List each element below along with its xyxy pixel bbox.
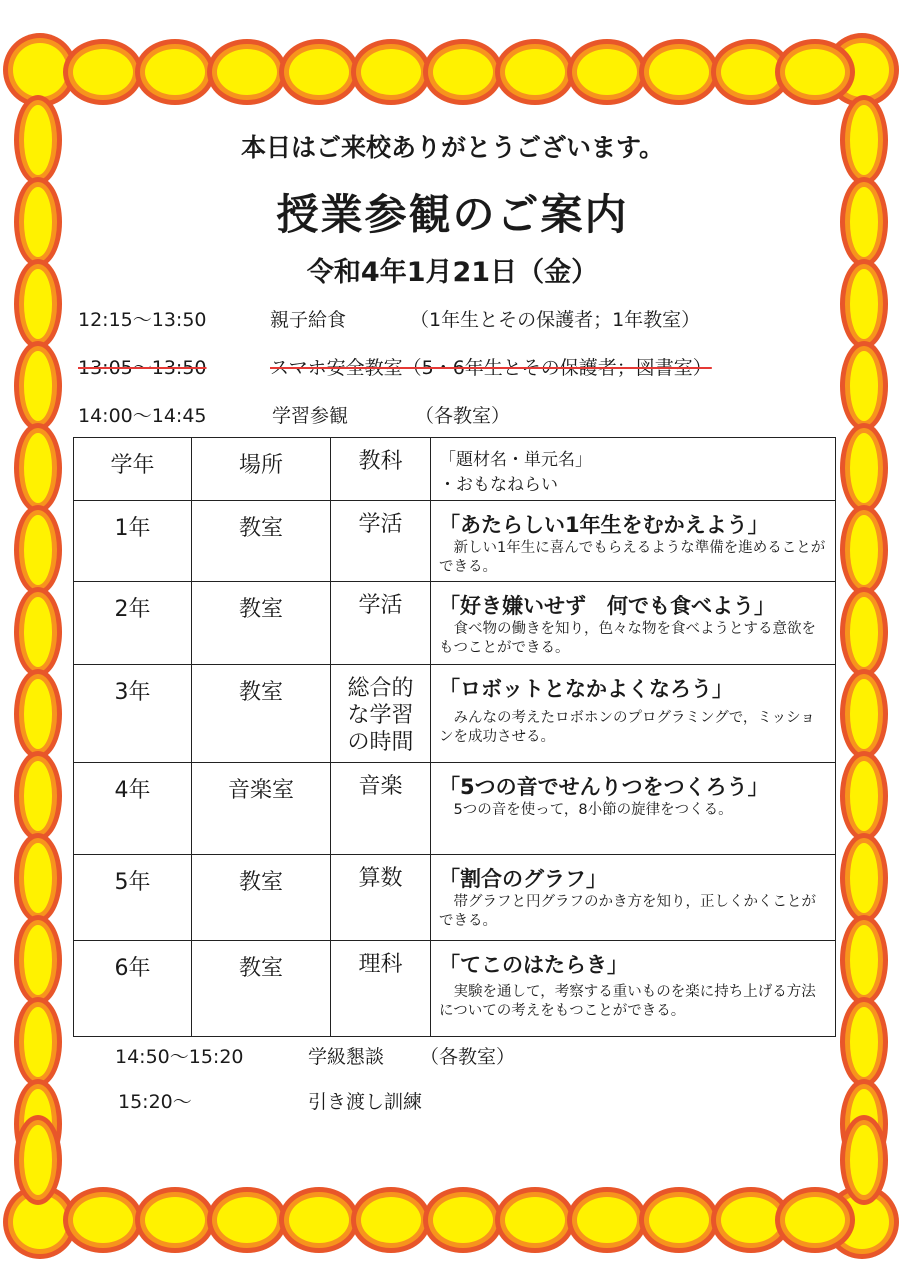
border-oval xyxy=(351,39,431,105)
topic-title: 「てこのはたらき」 xyxy=(439,953,628,977)
schedule-time-cancelled: 13:05〜13:50 xyxy=(78,357,207,379)
schedule-detail: （各教室） xyxy=(420,1046,516,1068)
content-cell xyxy=(431,855,836,941)
border-oval xyxy=(351,1187,431,1253)
border-oval xyxy=(840,341,888,431)
aim-text: 新しい1年生に喜んでもらえるような準備を進めることができる。 xyxy=(439,540,826,575)
border-oval xyxy=(775,39,855,105)
grade-cell: 6年 xyxy=(74,941,192,1037)
schedule-event: 引き渡し訓練 xyxy=(308,1091,423,1113)
grade-cell: 5年 xyxy=(74,855,192,941)
border-oval xyxy=(14,423,62,513)
aim-text: 5つの音を使って，8小節の旋律をつくる。 xyxy=(453,802,733,818)
border-oval xyxy=(840,1115,888,1205)
schedule-time: 12:15〜13:50 xyxy=(78,309,207,331)
border-oval xyxy=(14,587,62,677)
page-title: 授業参観のご案内 xyxy=(276,190,629,239)
header-content-line1: 「題材名・単元名」 xyxy=(439,450,592,470)
header-place: 場所 xyxy=(192,438,331,501)
header-content-line2: ・おもなねらい xyxy=(439,475,558,495)
border-oval xyxy=(279,1187,359,1253)
place-cell: 教室 xyxy=(192,501,331,582)
border-oval xyxy=(423,39,503,105)
border-oval xyxy=(14,505,62,595)
event-date: 令和4年1月21日（金） xyxy=(306,257,599,288)
place-cell: 教室 xyxy=(192,941,331,1037)
grade-cell: 4年 xyxy=(74,763,192,855)
border-oval xyxy=(840,915,888,1005)
place-cell: 教室 xyxy=(192,665,331,763)
border-oval xyxy=(775,1187,855,1253)
border-oval xyxy=(423,1187,503,1253)
border-oval xyxy=(495,1187,575,1253)
grade-cell: 2年 xyxy=(74,582,192,665)
border-oval xyxy=(840,669,888,759)
subject-cell: 算数 xyxy=(331,855,431,941)
table-row xyxy=(74,763,836,855)
border-oval xyxy=(14,669,62,759)
border-oval xyxy=(495,39,575,105)
greeting-text: 本日はご来校ありがとうございます。 xyxy=(240,133,664,162)
header-content xyxy=(431,438,836,501)
border-oval xyxy=(14,1115,62,1205)
table-row xyxy=(74,665,836,763)
border-oval xyxy=(14,341,62,431)
schedule-detail: （1年生とその保護者；1年教室） xyxy=(410,309,701,331)
border-oval xyxy=(14,751,62,841)
place-cell: 教室 xyxy=(192,855,331,941)
border-oval xyxy=(63,39,143,105)
schedule-event-cancelled: スマホ安全教室（5・6年生とその保護者；図書室） xyxy=(270,357,712,379)
border-oval xyxy=(567,39,647,105)
schedule-event: 学級懇談 xyxy=(308,1046,385,1068)
header-grade: 学年 xyxy=(74,438,192,501)
aim-text: 食べ物の働きを知り，色々な物を食べようとする意欲をもつことができる。 xyxy=(439,621,816,656)
topic-title: 「割合のグラフ」 xyxy=(439,867,607,891)
border-oval xyxy=(63,1187,143,1253)
table-header-row xyxy=(74,438,836,501)
aim-text: 帯グラフと円グラフのかき方を知り，正しくかくことができる。 xyxy=(439,894,816,929)
border-oval xyxy=(135,1187,215,1253)
border-oval xyxy=(840,423,888,513)
content-cell xyxy=(431,941,836,1037)
schedule-event: 親子給食 xyxy=(270,309,347,331)
border-oval xyxy=(840,751,888,841)
border-oval xyxy=(639,39,719,105)
border-oval xyxy=(279,39,359,105)
content-cell xyxy=(431,665,836,763)
topic-title: 「5つの音でせんりつをつくろう」 xyxy=(439,775,769,799)
border-oval xyxy=(567,1187,647,1253)
border-oval xyxy=(840,833,888,923)
subject-cell: 総合的な学習の時間 xyxy=(331,665,431,763)
border-oval xyxy=(14,833,62,923)
content-cell xyxy=(431,763,836,855)
content-cell xyxy=(431,582,836,665)
border-oval xyxy=(135,39,215,105)
place-cell: 音楽室 xyxy=(192,763,331,855)
border-oval xyxy=(840,997,888,1087)
border-oval xyxy=(207,1187,287,1253)
table-row xyxy=(74,941,836,1037)
content-cell xyxy=(431,501,836,582)
border-oval xyxy=(14,997,62,1087)
grade-cell: 3年 xyxy=(74,665,192,763)
class-observation-table xyxy=(73,437,836,1037)
schedule-time: 15:20〜 xyxy=(118,1091,192,1113)
header-subject: 教科 xyxy=(331,438,431,501)
aim-text: 実験を通して，考察する重いものを楽に持ち上げる方法についての考えをもつことができる。 xyxy=(439,984,816,1019)
border-oval xyxy=(14,915,62,1005)
topic-title: 「あたらしい1年生をむかえよう」 xyxy=(439,513,769,537)
subject-cell: 音楽 xyxy=(331,763,431,855)
topic-title: 「ロボットとなかよくなろう」 xyxy=(439,677,733,701)
topic-title: 「好き嫌いせず 何でも食べよう」 xyxy=(439,594,775,618)
grade-cell: 1年 xyxy=(74,501,192,582)
subject-cell: 学活 xyxy=(331,582,431,665)
schedule-event: 学習参観 xyxy=(272,405,349,427)
schedule-time: 14:50〜15:20 xyxy=(115,1046,244,1068)
border-oval xyxy=(840,505,888,595)
border-oval xyxy=(639,1187,719,1253)
subject-cell: 理科 xyxy=(331,941,431,1037)
border-oval xyxy=(840,587,888,677)
place-cell: 教室 xyxy=(192,582,331,665)
aim-text: みんなの考えたロボホンのプログラミングで，ミッションを成功させる。 xyxy=(439,710,815,745)
schedule-detail: （各教室） xyxy=(415,405,511,427)
table-row xyxy=(74,582,836,665)
schedule-time: 14:00〜14:45 xyxy=(78,405,207,427)
border-oval xyxy=(207,39,287,105)
subject-cell: 学活 xyxy=(331,501,431,582)
table-row xyxy=(74,501,836,582)
table-row xyxy=(74,855,836,941)
